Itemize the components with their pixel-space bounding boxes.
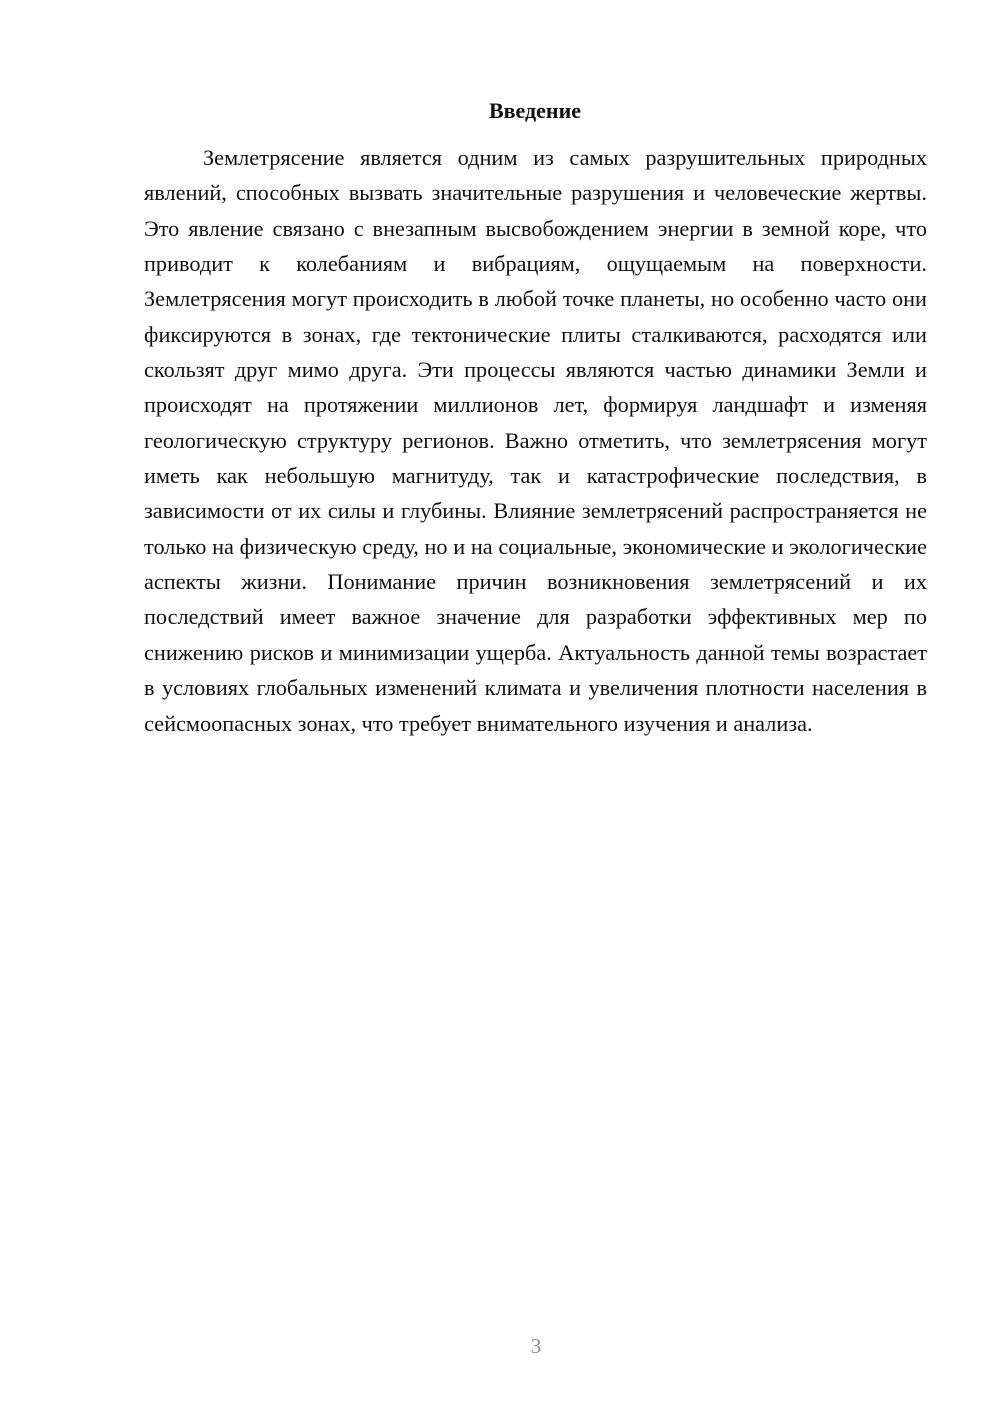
page-number: 3: [530, 1334, 542, 1358]
intro-paragraph: Землетрясение является одним из самых разрушительных природных явлений, способных вызвать значительные разрушения и человеческие жертвы. Это явление связано с внезапным высвобождением энергии в земной коре, что приводит к колебаниям и вибрациям, ощущаемым на поверхности. Землетрясения могут происходить в любой точке планеты, но особенно часто они фиксируются в зонах, где тектонические плиты сталкиваются, расходятся или скользят друг мимо друга. Эти процессы являются частью динамики Земли и происходят на протяжении миллионов лет, формируя ландшафт и изменяя геологическую структуру регионов. Важно отметить, что землетрясения могут иметь как небольшую магнитуду, так и катастрофические последствия, в зависимости от их силы и глубины. Влияние землетрясений распространяется не только на физическую среду, но и на социальные, экономические и экологические аспекты жизни. Понимание причин возникновения землетрясений и их последствий имеет важное значение для разработки эффективных мер по снижению рисков и минимизации ущерба. Актуальность данной темы возрастает в условиях глобальных изменений климата и увеличения плотности населения в сейсмоопасных зонах, что требует внимательного изучения и анализа.: [144, 145, 927, 736]
section-title: Введение: [488, 98, 582, 123]
